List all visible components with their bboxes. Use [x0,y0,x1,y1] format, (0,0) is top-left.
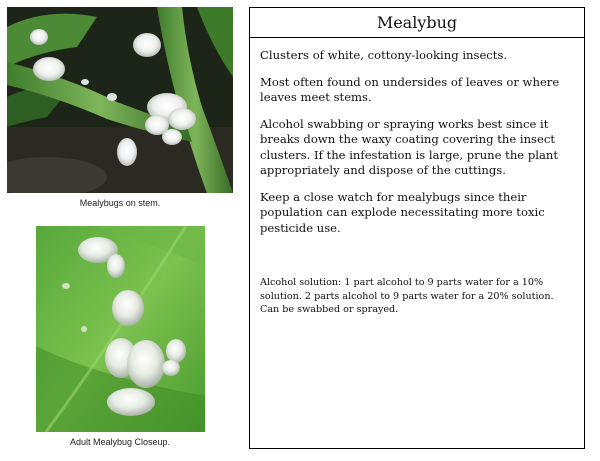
card-body [250,38,584,317]
treatment-paragraph: Alcohol swabbing or spraying works best since it breaks down the waxy coating covering the insect clusters. If the infestation is large, prune the plant appropriately and dispose of the cuttings. [260,116,559,177]
card-title: Mealybug [250,8,584,38]
closeup-photo-caption: Adult Mealybug Closeup. [69,437,171,447]
mealybug-info-card [249,7,585,449]
stem-photo-caption: Mealybugs on stem. [79,198,161,208]
description-paragraph: Clusters of white, cottony-looking insects. [260,48,508,62]
mealybugs-on-stem-photo [7,7,233,193]
warning-paragraph: Keep a close watch for mealybugs since their population can explode necessitating more toxic pesticide use. [260,189,545,235]
alcohol-solution-note: Alcohol solution: 1 part alcohol to 9 parts water for a 10% solution. 2 parts alcohol to 9 parts water for a 20% solution. Can be swabbed or sprayed. [260,277,554,316]
location-paragraph: Most often found on undersides of leaves or where leaves meet stems. [260,74,560,104]
adult-mealybug-closeup-photo [36,226,205,432]
